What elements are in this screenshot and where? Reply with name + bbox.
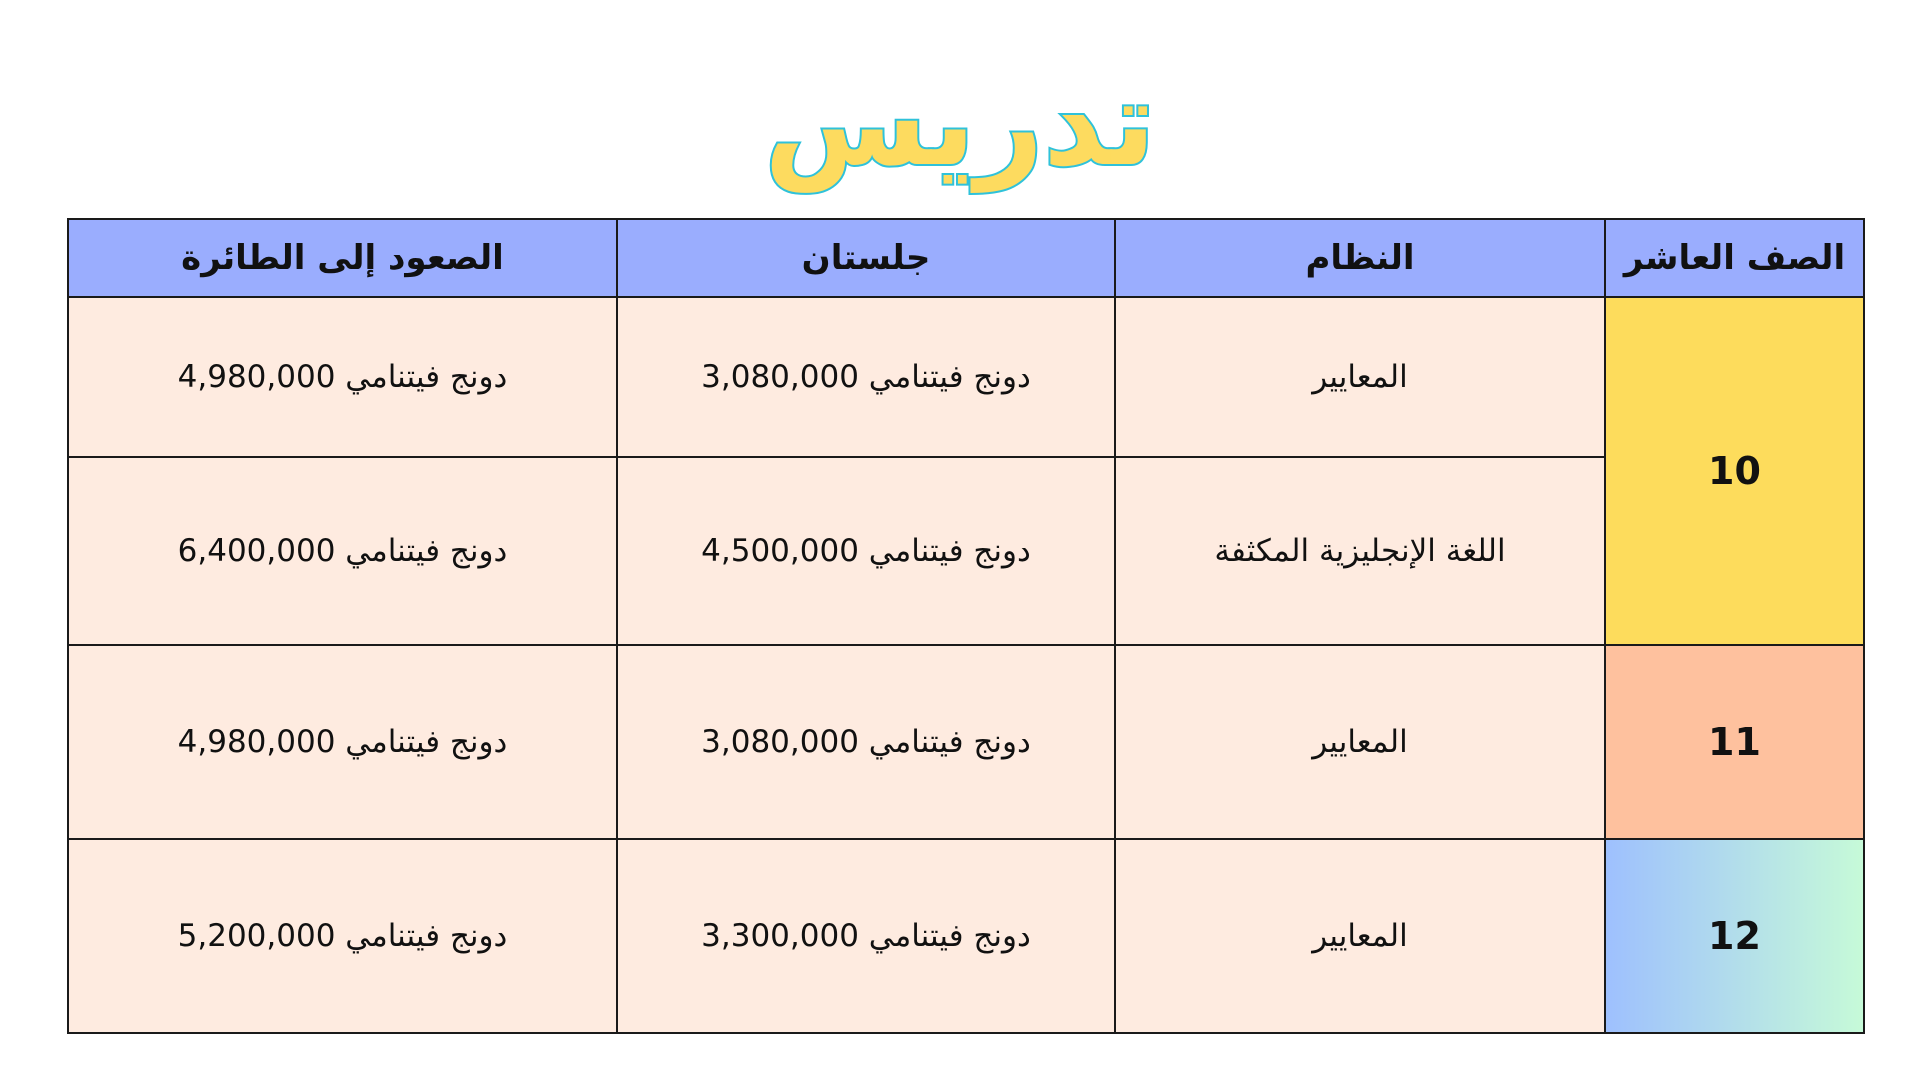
header-day: جلستان (617, 219, 1115, 297)
boarding-fee-cell: دونج فيتنامي 4,980,000 (68, 297, 617, 457)
tuition-table (67, 218, 1865, 1034)
program-cell: اللغة الإنجليزية المكثفة (1115, 457, 1605, 645)
grade-cell-11: 11 (1605, 645, 1864, 839)
program-cell: المعايير (1115, 645, 1605, 839)
day-fee-cell: دونج فيتنامي 3,080,000 (617, 645, 1115, 839)
boarding-fee-cell: دونج فيتنامي 4,980,000 (68, 645, 617, 839)
boarding-fee-cell: دونج فيتنامي 5,200,000 (68, 839, 617, 1033)
header-program: النظام (1115, 219, 1605, 297)
header-boarding: الصعود إلى الطائرة (68, 219, 617, 297)
program-cell: المعايير (1115, 839, 1605, 1033)
table-header-row (68, 219, 1864, 297)
table-row (68, 839, 1864, 1033)
grade-cell-10: 10 (1605, 297, 1864, 645)
grade-cell-12: 12 (1605, 839, 1864, 1033)
day-fee-cell: دونج فيتنامي 4,500,000 (617, 457, 1115, 645)
table-row (68, 297, 1864, 457)
program-cell: المعايير (1115, 297, 1605, 457)
table-row (68, 457, 1864, 645)
table-row (68, 645, 1864, 839)
header-grade: الصف العاشر (1605, 219, 1864, 297)
boarding-fee-cell: دونج فيتنامي 6,400,000 (68, 457, 617, 645)
day-fee-cell: دونج فيتنامي 3,300,000 (617, 839, 1115, 1033)
day-fee-cell: دونج فيتنامي 3,080,000 (617, 297, 1115, 457)
page-title: تدريس (764, 54, 1156, 192)
